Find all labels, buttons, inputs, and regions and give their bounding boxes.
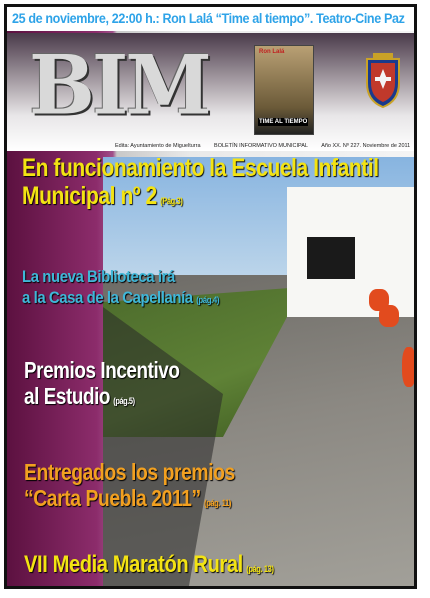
magazine-cover — [4, 4, 417, 589]
red-chair-icon — [402, 347, 416, 387]
headline-line: Entregados los premios — [24, 459, 235, 485]
poster-title: Ron Lalá — [259, 49, 285, 55]
bulletin-name: BOLETÍN INFORMATIVO MUNICIPAL — [214, 143, 308, 149]
page-reference: (pág. 13) — [246, 564, 274, 574]
bim-logo: BIM — [29, 37, 209, 134]
coat-of-arms-icon — [359, 53, 407, 111]
headline-premios-incentivo — [24, 357, 179, 410]
event-poster — [254, 45, 314, 135]
page-reference: (pág.4) — [196, 295, 220, 306]
page-reference: (Pág.3) — [160, 195, 183, 206]
publication-info — [115, 143, 417, 149]
headline-line: Municipal nº 2 — [22, 181, 157, 210]
building-window — [307, 237, 355, 279]
page-reference: (pág.5) — [113, 396, 135, 407]
headline-line: Premios Incentivo — [24, 357, 180, 383]
headline-line: a la Casa de la Capellanía — [22, 288, 193, 308]
publisher: Edita: Ayuntamiento de Miguelturra — [115, 143, 201, 149]
headline-line: La nueva Biblioteca irá — [22, 267, 175, 286]
headline-line: al Estudio — [24, 383, 111, 410]
headline-escuela-infantil — [22, 155, 379, 210]
event-line: 25 de noviembre, 22:00 h.: Ron Lalá “Time al tiempo”. Teatro-Cine Paz — [12, 11, 405, 26]
orange-chair-icon — [379, 305, 399, 327]
event-banner — [7, 7, 414, 31]
headline-biblioteca — [22, 266, 219, 309]
headline-line: En funcionamiento la Escuela Infantil — [22, 154, 379, 182]
headline-line: “Carta Puebla 2011” — [24, 485, 201, 512]
page-reference: (pág. 11) — [204, 498, 231, 509]
headline-carta-puebla — [24, 459, 235, 512]
headline-media-maraton — [24, 551, 274, 579]
issue-info: Año XX. Nº 227. Noviembre de 2011 — [321, 143, 411, 149]
headline-line: VII Media Maratón Rural — [24, 551, 243, 578]
poster-caption: TIME AL TIEMPO — [259, 119, 308, 125]
